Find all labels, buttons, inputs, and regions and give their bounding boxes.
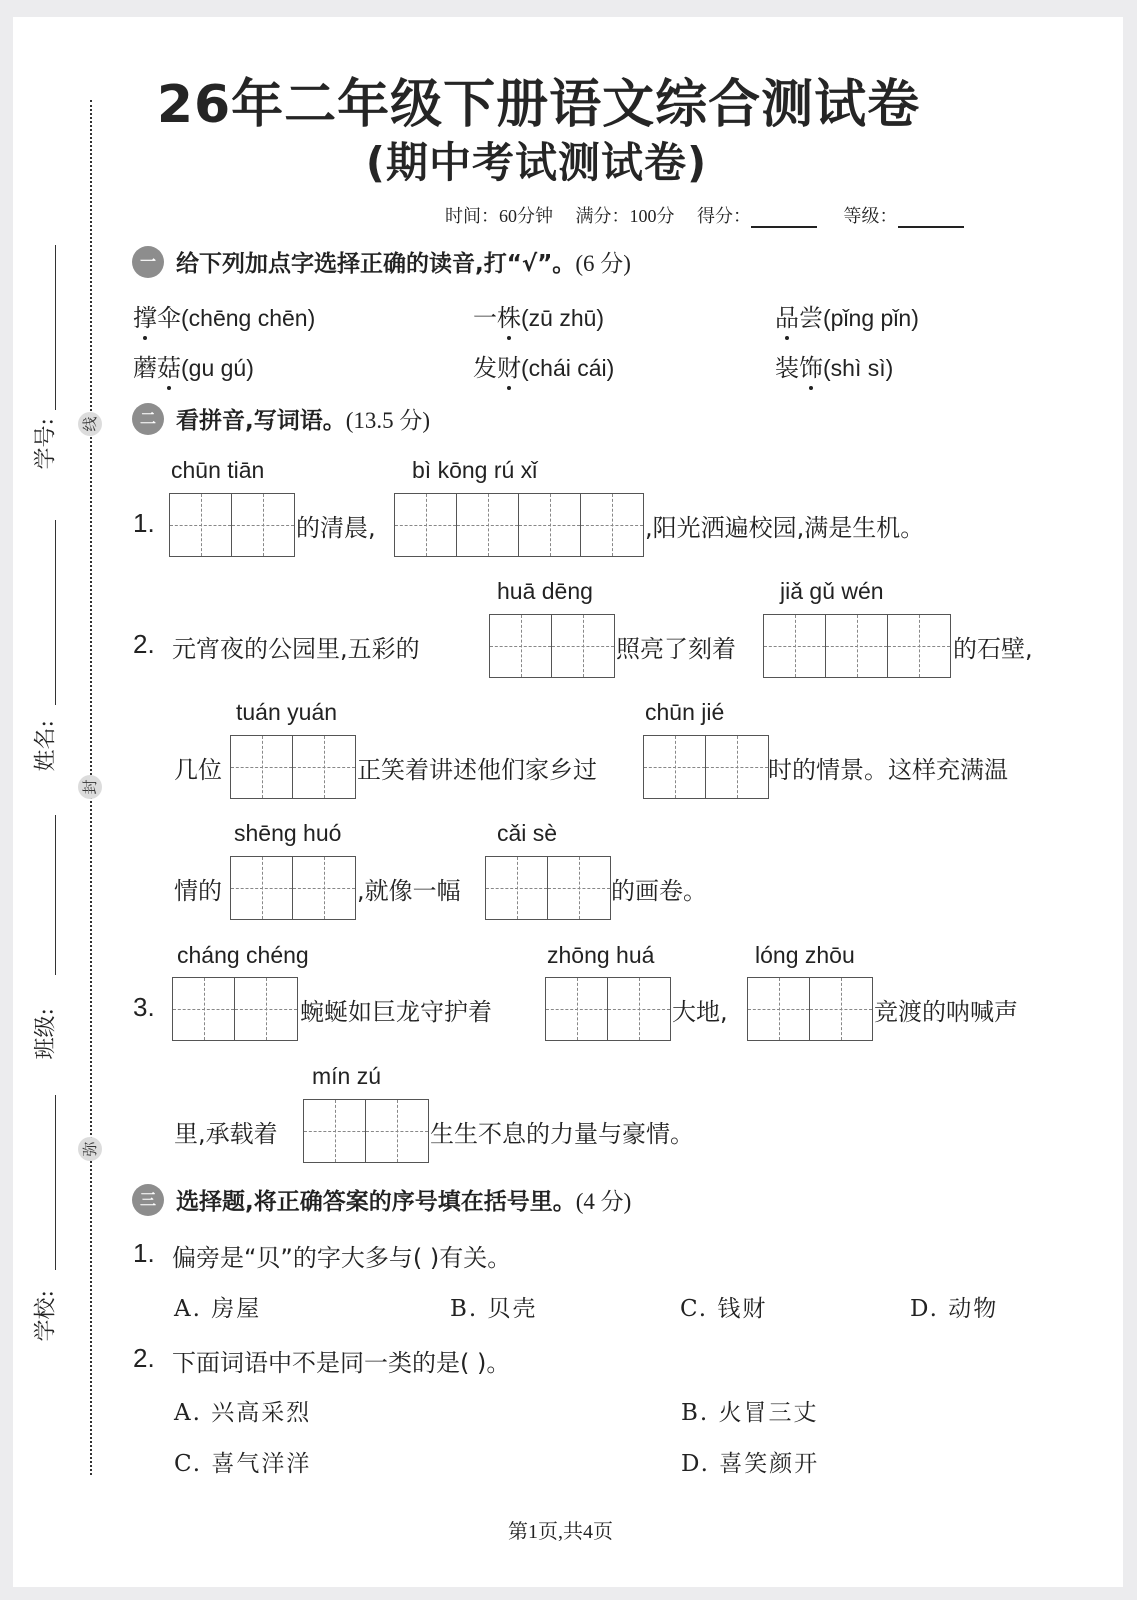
pinyin-zhonghua: zhōng huá	[547, 942, 655, 968]
pinyin-shenghuo: shēng huó	[234, 820, 342, 846]
grade-blank[interactable]	[898, 208, 964, 228]
pinyin-changcheng: cháng chéng	[177, 942, 309, 968]
time-limit: 时间：60分钟	[445, 206, 553, 226]
binding-mark-xian: 线	[78, 412, 102, 436]
grade-label: 等级：	[843, 206, 898, 226]
section-3-points: (4 分)	[575, 1189, 632, 1214]
page-number: 第1页,共4页	[508, 1521, 613, 1543]
writing-grid-minzu[interactable]	[303, 1099, 429, 1163]
word-char: 尝	[799, 304, 823, 332]
dotted-char: 菇	[157, 354, 181, 382]
q3-question-2[interactable]: 下面词语中不是同一类的是( )。	[172, 1349, 511, 1377]
q3-1-option-d[interactable]: D. 动物	[910, 1296, 999, 1322]
q3-2-option-d[interactable]: D. 喜笑颜开	[681, 1451, 820, 1477]
name-label: 姓名:	[33, 720, 59, 772]
writing-grid-tuanyuan[interactable]	[230, 735, 356, 799]
section-2-heading	[132, 402, 430, 435]
binding-mark-feng: 封	[78, 775, 102, 799]
q3-number-2: 2.	[133, 1343, 155, 1373]
sentence-text: ,就像一幅	[357, 877, 461, 905]
q3-2-option-c[interactable]: C. 喜气洋洋	[174, 1451, 312, 1477]
section-3-heading	[132, 1183, 631, 1216]
pinyin-options[interactable]: (shì sì)	[823, 355, 894, 381]
q2-number-1: 1.	[133, 508, 155, 538]
q3-number-1: 1.	[133, 1238, 155, 1268]
exam-meta	[445, 202, 982, 228]
pinyin-chunjie: chūn jié	[645, 699, 725, 725]
exam-title: 26年二年级下册语文综合测试卷	[156, 75, 921, 135]
pinyin-huadeng: huā dēng	[497, 578, 593, 604]
section-3-title: 选择题,将正确答案的序号填在括号里。	[176, 1189, 576, 1215]
pinyin-chuntian: chūn tiān	[171, 457, 265, 483]
pinyin-jiaguwen: jiǎ gǔ wén	[780, 578, 884, 604]
name-blank[interactable]	[55, 520, 56, 705]
section-number-badge-icon: 三	[132, 1184, 164, 1216]
pinyin-minzu: mín zú	[312, 1063, 382, 1089]
sentence-text: 生生不息的力量与豪情。	[430, 1120, 694, 1148]
section-number-badge-icon: 二	[132, 403, 164, 435]
q3-1-option-c[interactable]: C. 钱财	[680, 1296, 768, 1322]
sentence-text: 的画卷。	[611, 877, 707, 905]
q1-item[interactable]	[133, 348, 254, 383]
writing-grid-shenghuo[interactable]	[230, 856, 356, 920]
sentence-text: 照亮了刻着	[616, 635, 736, 663]
writing-grid-changcheng[interactable]	[172, 977, 298, 1041]
dotted-char: 撑	[133, 304, 157, 332]
pinyin-bikongruxi: bì kōng rú xǐ	[412, 457, 538, 483]
pinyin-longzhou: lóng zhōu	[755, 942, 855, 968]
sentence-text: 几位	[174, 756, 222, 784]
section-1-points: (6 分)	[575, 251, 631, 276]
writing-grid-longzhou[interactable]	[747, 977, 873, 1041]
section-2-title: 看拼音,写词语。	[176, 408, 346, 434]
dotted-char: 饰	[799, 354, 823, 382]
sentence-text: 里,承载着	[174, 1120, 278, 1148]
sentence-text: 的清晨,	[296, 514, 376, 542]
sentence-text: 时的情景。这样充满温	[768, 756, 1008, 784]
writing-grid-zhonghua[interactable]	[545, 977, 671, 1041]
writing-grid-chuntian[interactable]	[169, 493, 295, 557]
score-label: 得分：	[697, 206, 751, 226]
dotted-char: 财	[497, 354, 521, 382]
dotted-char: 品	[775, 304, 799, 332]
word-char: 伞	[157, 304, 181, 332]
pinyin-options[interactable]: (chái cái)	[521, 355, 615, 381]
q1-item[interactable]	[473, 298, 604, 333]
pinyin-options[interactable]: (zū zhū)	[521, 305, 605, 331]
q3-2-option-a[interactable]: A. 兴高采烈	[174, 1400, 312, 1426]
section-number-badge-icon: 一	[132, 246, 164, 278]
pinyin-caise: cǎi sè	[497, 820, 558, 846]
writing-grid-caise[interactable]	[485, 856, 611, 920]
dotted-char: 株	[497, 304, 521, 332]
q2-number-3: 3.	[133, 992, 155, 1022]
word-char: 蘑	[133, 354, 157, 382]
school-label: 学校:	[33, 1290, 59, 1342]
pinyin-tuanyuan: tuán yuán	[236, 699, 338, 725]
sentence-text: 大地,	[672, 998, 728, 1026]
exam-subtitle: (期中考试测试卷)	[365, 138, 708, 187]
q3-1-option-b[interactable]: B. 贝壳	[450, 1296, 538, 1322]
writing-grid-bikongruxi[interactable]	[394, 493, 644, 557]
section-2-points: (13.5 分)	[345, 408, 431, 433]
binding-mark-mi: 弥	[78, 1137, 102, 1161]
writing-grid-jiaguwen[interactable]	[763, 614, 951, 678]
full-score: 满分：100分	[575, 206, 675, 226]
class-blank[interactable]	[55, 815, 56, 975]
sentence-text: 元宵夜的公园里,五彩的	[172, 635, 420, 663]
q3-1-option-a[interactable]: A. 房屋	[174, 1296, 262, 1322]
class-label: 班级:	[33, 1008, 59, 1060]
q1-item[interactable]	[473, 348, 614, 383]
word-char: 装	[775, 354, 799, 382]
q2-number-2: 2.	[133, 629, 155, 659]
q1-item[interactable]	[775, 348, 893, 383]
sentence-text: 蜿蜒如巨龙守护着	[300, 998, 492, 1026]
student-id-blank[interactable]	[55, 245, 56, 410]
q3-2-option-b[interactable]: B. 火冒三丈	[681, 1400, 819, 1426]
sentence-text: 正笑着讲述他们家乡过	[357, 756, 597, 784]
word-char: 一	[473, 304, 497, 332]
q1-item[interactable]	[133, 298, 315, 333]
sentence-text: 情的	[174, 877, 222, 905]
section-1-heading	[132, 245, 631, 278]
sentence-text: 竞渡的呐喊声	[874, 998, 1018, 1026]
q1-item[interactable]	[775, 298, 919, 333]
section-1-title: 给下列加点字选择正确的读音,打“√”。	[176, 251, 576, 277]
writing-grid-chunjie[interactable]	[643, 735, 769, 799]
word-char: 发	[473, 354, 497, 382]
pinyin-options[interactable]: (gu gú)	[181, 355, 254, 381]
pinyin-options[interactable]: (chēng chēn)	[181, 305, 316, 331]
q3-question-1[interactable]: 偏旁是“贝”的字大多与( )有关。	[172, 1244, 512, 1272]
score-blank[interactable]	[751, 208, 817, 228]
sentence-text: ,阳光洒遍校园,满是生机。	[645, 514, 925, 542]
school-blank[interactable]	[55, 1095, 56, 1270]
writing-grid-huadeng[interactable]	[489, 614, 615, 678]
student-id-label: 学号:	[33, 418, 59, 470]
pinyin-options[interactable]: (pǐng pǐn)	[823, 305, 919, 331]
sentence-text: 的石壁,	[953, 635, 1033, 663]
